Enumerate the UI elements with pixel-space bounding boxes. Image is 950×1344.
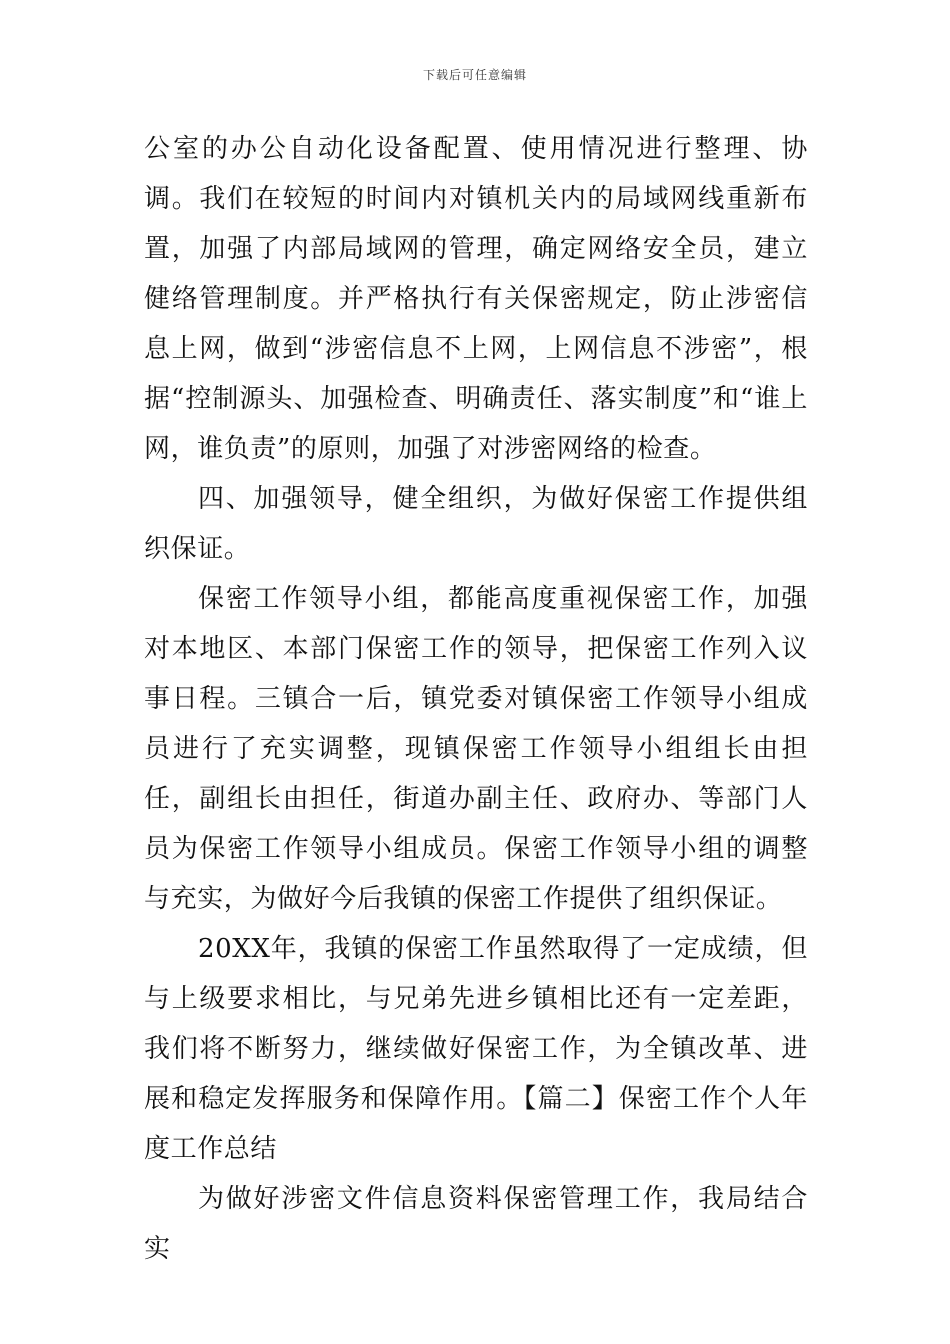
- document-body: [144, 124, 808, 1274]
- paragraph-section-four-heading: 四、加强领导，健全组织，为做好保密工作提供组织保证。: [144, 484, 808, 564]
- paragraph-leadership-group: 保密工作领导小组，都能高度重视保密工作，加强对本地区、本部门保密工作的领导，把保密工作列入议事日程。三镇合一后，镇党委对镇保密工作领导小组成员进行了充实调整，现镇保密工作领导小组组长由担任，副组长由担任，街道办副主任、政府办、等部门人员为保密工作领导小组成员。保密工作领导小组的调整与充实，为做好今后我镇的保密工作提供了组织保证。: [144, 584, 808, 914]
- paragraph-continuation: 公室的办公自动化设备配置、使用情况进行整理、协调。我们在较短的时间内对镇机关内的局域网线重新布置，加强了内部局域网的管理，确定网络安全员，建立健络管理制度。并严格执行有关保密规定，防止涉密信息上网，做到“涉密信息不上网，上网信息不涉密”，根据“控制源头、加强检查、明确责任、落实制度”和“谁上网，谁负责”的原则，加强了对涉密网络的检查。: [144, 134, 808, 464]
- paragraph-confidential-files: 为做好涉密文件信息资料保密管理工作，我局结合实: [144, 1184, 808, 1264]
- page-header: 下载后可任意编辑: [422, 68, 527, 82]
- paragraph-year-summary: 20XX年，我镇的保密工作虽然取得了一定成绩，但与上级要求相比，与兄弟先进乡镇相比还有一定差距，我们将不断努力，继续做好保密工作，为全镇改革、进展和稳定发挥服务和保障作用。【篇二】保密工作个人年度工作总结: [144, 934, 808, 1164]
